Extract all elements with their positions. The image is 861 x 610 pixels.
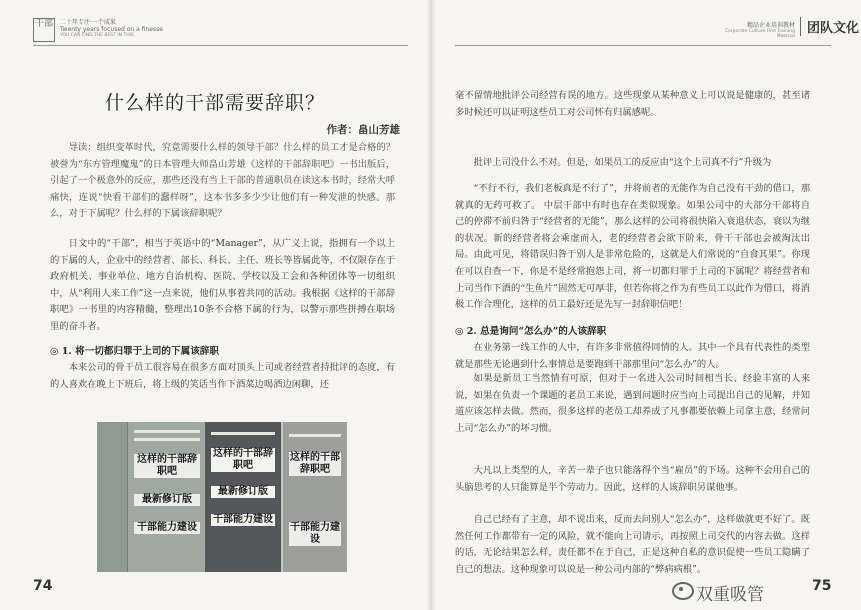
right-paragraph-2: 批评上司没什么不对。但是，如果员工的反应由“这个上司真不行”升级为 (473, 157, 772, 168)
book2-footer: 干部能力建设 (134, 522, 200, 534)
book3-footer: 干部能力建设 (213, 514, 273, 525)
left-page (0, 0, 430, 610)
book-spine (97, 422, 129, 572)
right-paragraph-1: 毫不留情地批评公司经营有误的地方。这些现象从某种意义上可以说是健康的，甚至诸多时候还可以证明这些员工对公司怀有归属感呢。 (455, 90, 810, 118)
header-right-title: 团队文化 (800, 17, 859, 36)
header-left-line3: YOU CAN FIND THE BEST IN THIS (60, 33, 134, 38)
article-title: 什么样的干部需要辞职？ (104, 92, 325, 114)
paragraph-2: 本来公司的骨干员工很容易在很多方面对顶头上司或者经营者持批评的态度，有的人喜欢在晚上下班后，将上级的笑话当作下酒菜边喝酒边闲聊，还 (50, 362, 395, 390)
right-paragraph-7: 自己已经有了主意，却不说出来，反而去问别人“怎么办”，这样做就更不好了。既然任何工作都带有一定的风险，就不能向上司请示，再按照上司交代的内容去做。这样的话，无论结果怎么样，责任都不在于自己，正是这种自私的意识促使一些员工隐瞒了自己的想法。这种现象可以说是一种公司内部的“弊病病根”。 (455, 514, 810, 575)
header-right-text (717, 20, 795, 39)
book3-title: 这样的干部辞职吧 (213, 448, 273, 471)
header-logo: 干部 (33, 18, 55, 42)
book4-footer: 干部能力建设 (290, 522, 340, 545)
header-left-text (60, 17, 163, 38)
book3-sub: 最新修订版 (211, 486, 275, 498)
right-paragraph-3: “不行不行，我们老板真是不行了”，并将前者的无能作为自己没有干劲的借口，那就真的无药可救了。 中层干部中有时也存在类似现象。如果公司中的大部分干部将自己的停滞不前归咎于“经营者的无能”，那么这样的公司将很快陷入衰退状态，衰以为继的状况。新的经营者将会乘虚而入，老的经营者会欲下阶来，骨干干部也会被淘汰出局。由此可见，将错误归咎于别人是非常危险的，这就是人们常说的“自食其果”。你现在可以自查一下，你是不是经常抱怨上司，将一切都归罪于上司的下属呢？将经营者和上司当作下酒的“生鱼片”固然无可厚非，但若你将之作为有些员工以此作为借口，将消极工作合理化，这样的员工最好还是先写一封辞职信吧！ (455, 183, 810, 311)
book2-title: 这样的干部辞职吧 (134, 454, 200, 478)
right-paragraph-6: 大凡以上类型的人，辛苦一辈子也只能落得个当“雇员”的下场。这种不会用自己的头脑思考的人只能算是半个劳动力。因此，这样的人该辞职另谋他事。 (455, 465, 810, 493)
wechat-icon (672, 582, 694, 600)
header-left-line2: Twenty years focused on a finesse (60, 26, 163, 33)
header-right-line2: Corporate Culture Fine Training Material (724, 29, 795, 39)
paragraph-1: 日文中的“干部”，相当于英语中的“Manager”，从广义上说，指拥有一个以上的下属的人，企业中的经营者、部长、科长、主任、班长等皆属此等，不仅限存在于政府机关、事业单位、地方自治机构、医院、学校以及工会和各种团体等一切组织中，从“利用人来工作”这一点来说，他们从事着共同的活动。我根据《这样的干部辞职吧》一书里的内容精髓，整理出10条不合格下属的行为，以警示那些拼搏在职场里的奋斗者。 (50, 238, 395, 332)
right-paragraph-5: 如果是新员工当然情有可原，但对于一名进入公司时间相当长、经验丰富的人来说，如果在负责一个课题的老员工来说，遇到问题时应当向上司提出自己的见解，并知道应该怎样去做。然而，很多这样的老员工却养成了凡事都要依赖上司拿主意，经常问上司“怎么办”的坏习惯。 (455, 373, 810, 434)
page-number-left: 74 (33, 578, 53, 594)
book-cover-4 (283, 422, 347, 572)
header-rule-left (33, 45, 408, 46)
section-heading-1: ◎ 1. 将一切都归罪于上司的下属该辞职 (50, 346, 219, 357)
page-number-right: 75 (812, 578, 832, 594)
page-gutter (426, 0, 436, 610)
book2-sub: 最新修订版 (134, 494, 200, 506)
watermark-text: 双重吸管 (696, 585, 764, 605)
article-author: 作者：畠山芳雄 (326, 124, 400, 136)
header-rule-right (455, 45, 831, 46)
book-cover-3 (205, 422, 281, 572)
book-cover-2 (127, 422, 206, 572)
header-left-line1: 二十年专注·一个成果 (60, 19, 116, 26)
book-cover-image (97, 422, 347, 572)
book4-title: 这样的干部辞职吧 (290, 452, 340, 475)
section-heading-2: ◎ 2. 总是询问“怎么办”的人该辞职 (455, 326, 607, 337)
intro-paragraph: 导读：组织变革时代，究竟需要什么样的领导干部？什么样的员工才是合格的？被誉为“东方管理魔鬼”的日本管理大师畠山芳雄《这样的干部辞职吧》一书出版后，引起了一个极意外的反应，那些还没有当上干部的普通职员在读这本书时，经常大呼痛快，连说“快看干部们的蠢样呀”，这本书多多少少让他们有一种发泄的快感。那么，对于下属呢？什么样的下属该辞职呢？ (50, 142, 395, 220)
header-right-line1: 精品企业培训教材 (746, 22, 795, 29)
right-paragraph-4: 在业务第一线工作的人中，有许多非常值得同情的人。其中一个具有代表性的类型就是那些无论遇到什么事情总是要跑到干部那里问“怎么办”的人。 (455, 342, 810, 370)
